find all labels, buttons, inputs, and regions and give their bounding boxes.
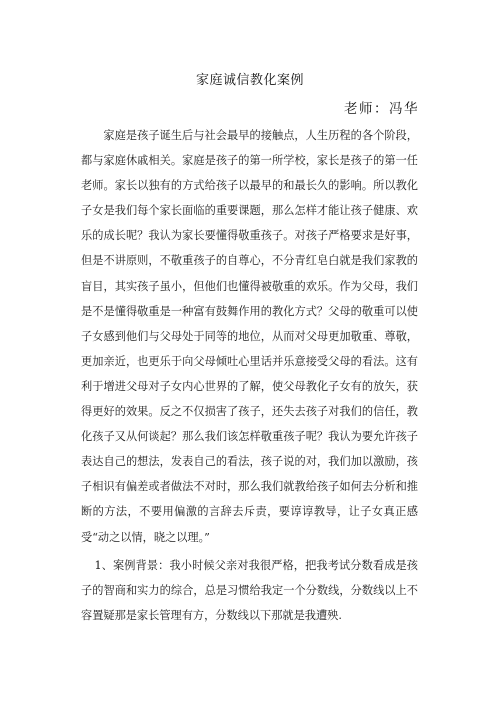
body-paragraph: 家庭是孩子诞生后与社会最早的接触点，人生历程的各个阶段，都与家庭休戚相关。家庭是孩子的第一所学校，家长是孩子的第一任老师。家长以独有的方式给孩子以最早的和最长久的影响。所以教化子女是我们每个家长面临的重要课题，那么怎样才能让孩子健康、欢乐的成长呢？我认为家长要懂得敬重孩子。对孩子严格要求是好事，但是不讲原则，不敬重孩子的自尊心，不分青红皂白就是我们家教的盲目，其实孩子虽小，但他们也懂得被敬重的欢乐。作为父母，我们是不是懂得敬重是一种富有鼓舞作用的教化方式？父母的敬重可以使子女感到他们与父母处于同等的地位，从而对父母更加敬重、尊敬，更加亲近，也更乐于向父母倾吐心里话并乐意接受父母的看法。这有利于增进父母对子女内心世界的了解，使父母教化子女有的放矢，获得更好的效果。反之不仅损害了孩子，还失去孩子对我们的信任，教化孩子又从何谈起？那么我们该怎样敬重孩子呢？我认为要允许孩子表达自己的想法，发表自己的看法，孩子说的对，我们加以激励，孩子相识有偏差或者做法不对时，那么我们就教给孩子如何去分析和推断的方法，不要用偏激的言辞去斥责，要谆谆教导，让子女真正感受“动之以情，晓之以理。” xyxy=(81,129,418,544)
document-body xyxy=(81,123,418,628)
document-author: 老师：冯华 xyxy=(344,101,419,117)
body-paragraph: 1、案例背景：我小时候父亲对我很严格，把我考试分数看成是孩子的智商和实力的综合，总是习惯给我定一个分数线，分数线以上不容置疑那是家长管理有方，分数线以下那就是我遭殃. xyxy=(81,558,418,622)
document-title: 家庭诚信教化案例 xyxy=(195,73,304,88)
